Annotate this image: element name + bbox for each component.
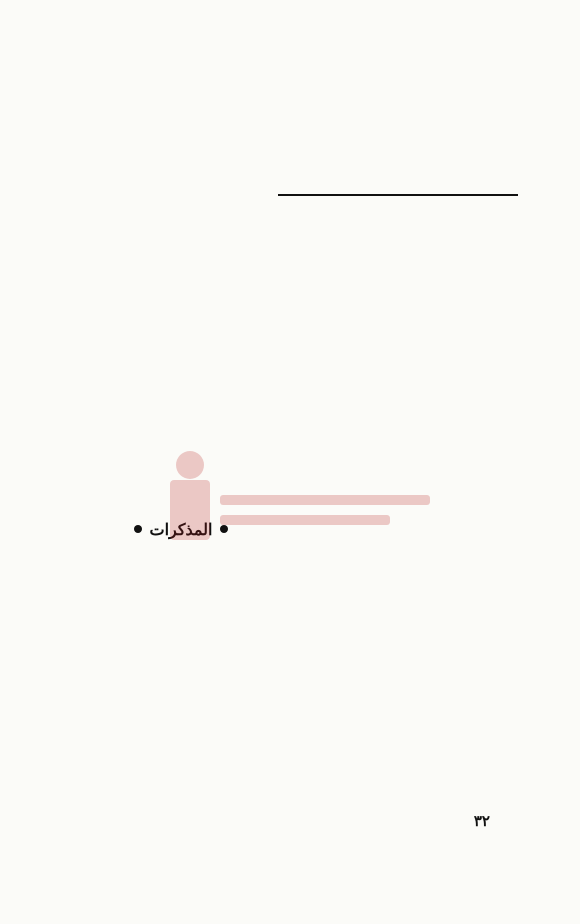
bullet-icon (220, 525, 228, 533)
right-column (278, 100, 518, 790)
left-column (62, 100, 300, 790)
title-line-2 (278, 140, 518, 180)
section-body (62, 560, 300, 760)
section-title: المذكرات (149, 519, 213, 539)
page-number: ٣٢ (473, 812, 490, 830)
left-column-body (62, 100, 300, 500)
right-column-body (278, 206, 518, 786)
bullet-icon (134, 525, 142, 533)
article-title (278, 100, 518, 196)
section-header (62, 516, 300, 542)
title-line-1 (278, 100, 518, 140)
